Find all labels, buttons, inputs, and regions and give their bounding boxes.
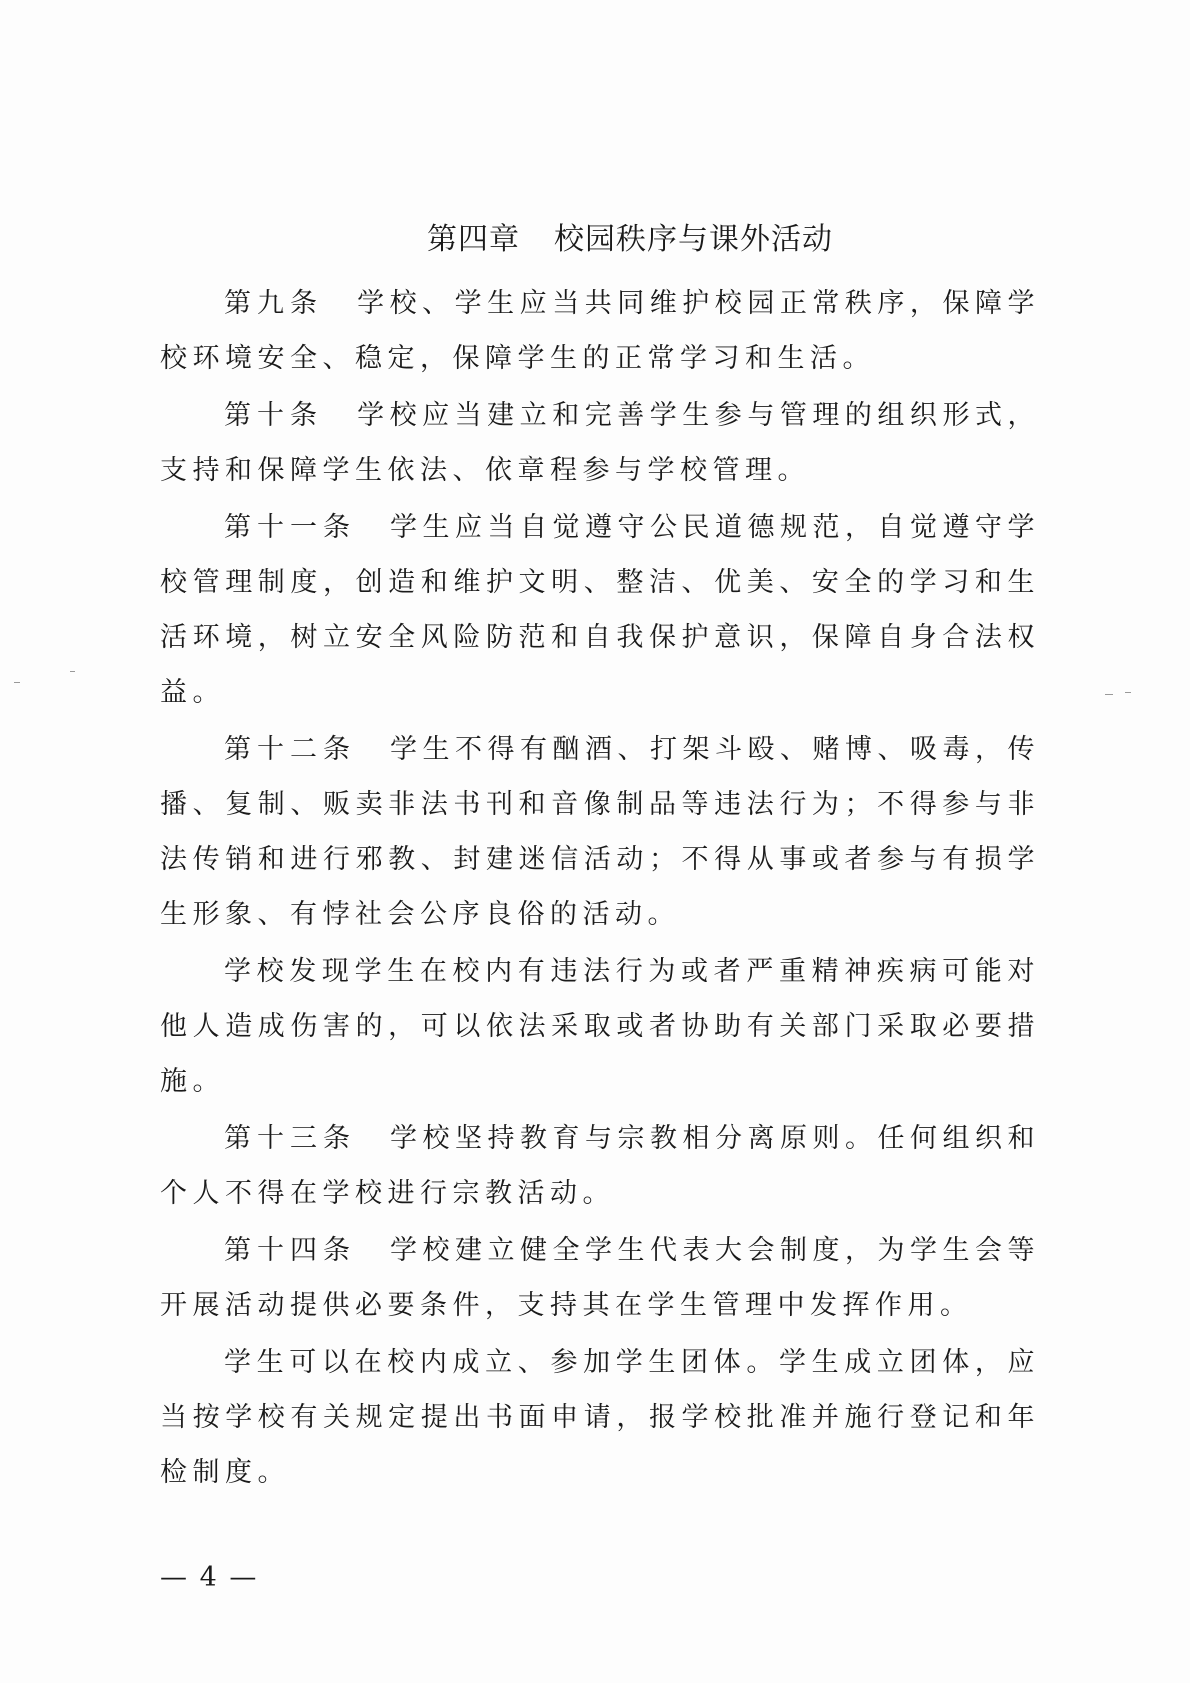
article-label: 第九条: [224, 288, 324, 319]
paragraph-article-10: [160, 388, 1040, 498]
document-body: [160, 222, 1040, 1502]
paragraph-article-11: [160, 500, 1040, 720]
paragraph-article-14-continued: [160, 1335, 1040, 1500]
article-label: 第十二条: [224, 734, 356, 765]
paragraph-article-12-continued: [160, 944, 1040, 1109]
paragraph-article-13: [160, 1111, 1040, 1221]
paragraph-text: 学校发现学生在校内有违法行为或者严重精神疾病可能对他人造成伤害的，可以依法采取或者协助有关部门采取必要措施。: [160, 956, 1040, 1097]
scan-artifact: [70, 671, 75, 672]
paragraph-text: 学校建立健全学生代表大会制度，为学生会等开展活动提供必要条件，支持其在学生管理中发挥作用。: [160, 1235, 1040, 1321]
scan-artifact: [1125, 692, 1131, 693]
article-label: 第十一条: [224, 512, 356, 543]
paragraph-text: 学校、学生应当共同维护校园正常秩序，保障学校环境安全、稳定，保障学生的正常学习和生活。: [160, 288, 1040, 374]
paragraph-text: 学生应当自觉遵守公民道德规范，自觉遵守学校管理制度，创造和维护文明、整洁、优美、安全的学习和生活环境，树立安全风险防范和自我保护意识，保障自身合法权益。: [160, 512, 1040, 708]
chapter-name: 校园秩序与课外活动: [554, 222, 833, 257]
paragraph-text: 学校坚持教育与宗教相分离原则。任何组织和个人不得在学校进行宗教活动。: [160, 1123, 1040, 1209]
article-label: 第十条: [224, 400, 324, 431]
paragraph-text: 学生不得有酗酒、打架斗殴、赌博、吸毒，传播、复制、贩卖非法书刊和音像制品等违法行为；不得参与非法传销和进行邪教、封建迷信活动；不得从事或者参与有损学生形象、有悖社会公序良俗的活动。: [160, 734, 1040, 930]
paragraph-article-9: [160, 276, 1040, 386]
scan-artifact: [1105, 694, 1113, 695]
paragraph-text: 学校应当建立和完善学生参与管理的组织形式，支持和保障学生依法、依章程参与学校管理。: [160, 400, 1040, 486]
chapter-title: [160, 222, 1040, 258]
page-number: — 4 —: [160, 1562, 259, 1593]
paragraph-text: 学生可以在校内成立、参加学生团体。学生成立团体，应当按学校有关规定提出书面申请，报学校批准并施行登记和年检制度。: [160, 1347, 1040, 1488]
scan-artifact: [14, 682, 20, 683]
article-label: 第十三条: [224, 1123, 356, 1154]
article-label: 第十四条: [224, 1235, 356, 1266]
paragraph-article-14: [160, 1223, 1040, 1333]
chapter-number: 第四章: [427, 222, 520, 257]
paragraph-article-12: [160, 722, 1040, 942]
